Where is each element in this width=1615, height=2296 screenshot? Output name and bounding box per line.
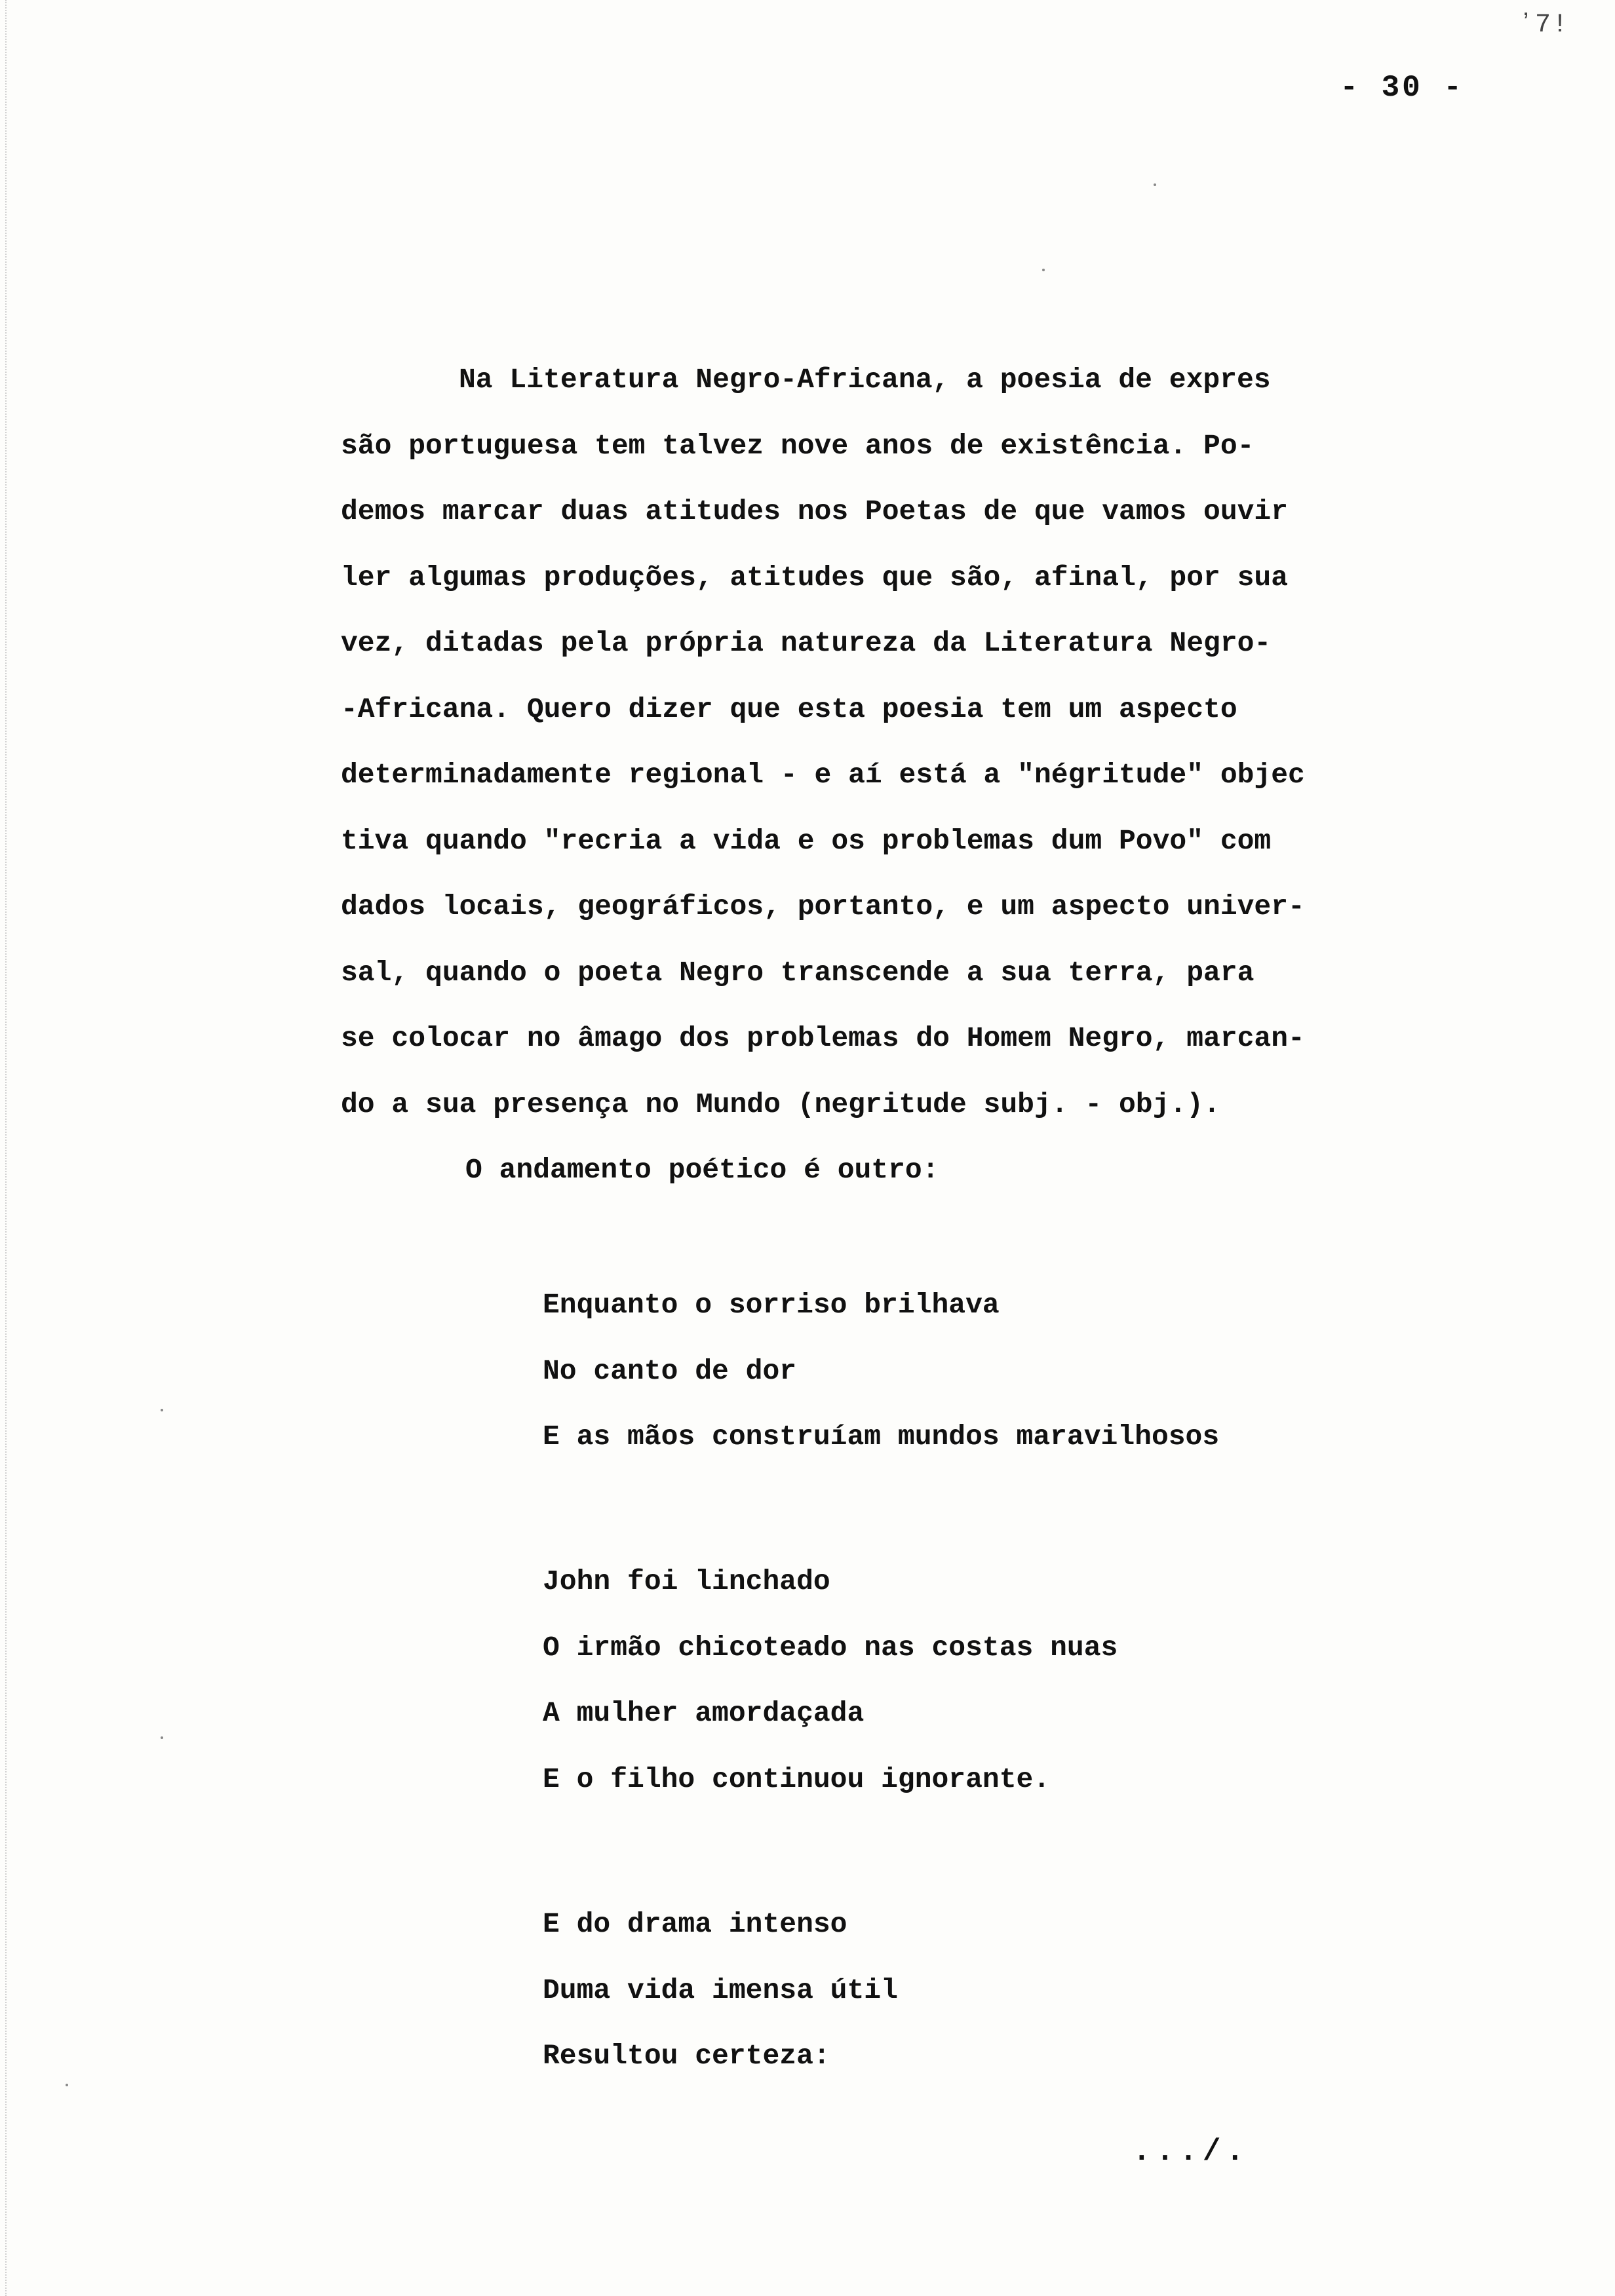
corner-handwritten-mark: ʼ7! (1517, 10, 1569, 40)
scan-speck (1042, 269, 1045, 271)
paragraph-line: se colocar no âmago dos problemas do Homem Negro, marcan- (341, 1022, 1305, 1054)
paragraph-line: Na Literatura Negro-Africana, a poesia de expres (459, 364, 1271, 396)
poem-line: E do drama intenso (543, 1908, 847, 1940)
scan-speck (161, 1409, 163, 1411)
paragraph-line: tiva quando "recria a vida e os problemas dum Povo" com (341, 824, 1272, 857)
poem-line: Resultou certeza: (543, 2040, 830, 2072)
poem-stanza-2 (543, 1549, 1118, 1812)
paragraph-line: dados locais, geográficos, portanto, e um aspecto univer- (341, 890, 1305, 923)
paragraph-line: são portuguesa tem talvez nove anos de existência. Po- (341, 429, 1255, 462)
poem-stanza-1 (543, 1272, 1219, 1470)
poem-line: O irmão chicoteado nas costas nuas (543, 1631, 1118, 1664)
scan-speck (1154, 183, 1156, 186)
paragraph-line: determinadamente regional - e aí está a "négritude" objec (341, 759, 1305, 791)
paragraph-line: demos marcar duas atitudes nos Poetas de que vamos ouvir (341, 495, 1289, 527)
paragraph-line: ler algumas produções, atitudes que são, afinal, por sua (341, 561, 1289, 594)
page-number: - 30 - (1340, 71, 1464, 105)
scan-speck (161, 1736, 163, 1739)
continuation-mark: .../. (1133, 2135, 1250, 2169)
poem-line: Duma vida imensa útil (543, 1974, 898, 2006)
paragraph-line: do a sua presença no Mundo (negritude subj. - obj.). (341, 1088, 1220, 1120)
poem-line: John foi linchado (543, 1565, 830, 1598)
poem-line: E o filho continuou ignorante. (543, 1763, 1051, 1795)
scan-margin-line (5, 0, 8, 2296)
paragraph-line: sal, quando o poeta Negro transcende a sua terra, para (341, 956, 1255, 989)
paragraph-line: vez, ditadas pela própria natureza da Literatura Negro- (341, 627, 1272, 659)
paragraph-literatura (341, 347, 1481, 1204)
poem-line: A mulher amordaçada (543, 1697, 865, 1729)
paragraph-line: -Africana. Quero dizer que esta poesia tem um aspecto (341, 693, 1237, 725)
scan-speck (66, 2084, 68, 2086)
paragraph-andamento: O andamento poético é outro: (465, 1154, 939, 1186)
poem-line: No canto de dor (543, 1354, 797, 1387)
poem-line: E as mãos construíam mundos maravilhosos (543, 1421, 1220, 1453)
poem-line: Enquanto o sorriso brilhava (543, 1289, 1000, 1321)
poem-stanza-3 (543, 1892, 898, 2090)
